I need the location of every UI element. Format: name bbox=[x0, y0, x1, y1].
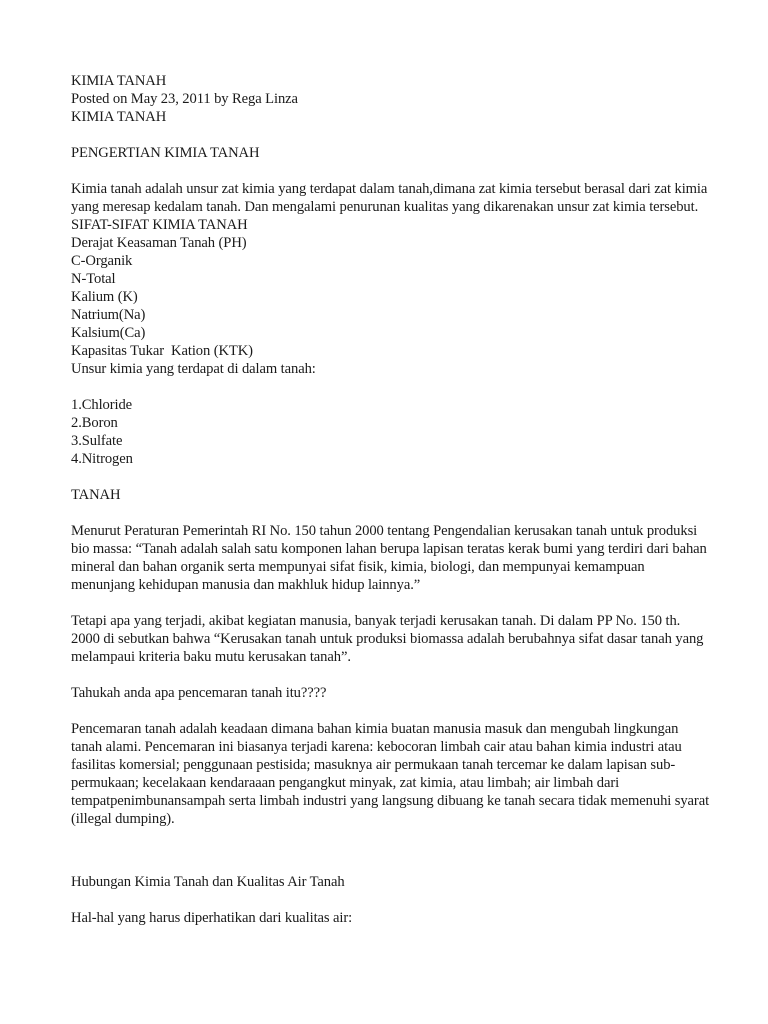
unsur-intro: Unsur kimia yang terdapat di dalam tanah: bbox=[71, 361, 316, 377]
hubungan-intro: Hal-hal yang harus diperhatikan dari kualitas air: bbox=[71, 910, 353, 926]
section-heading-pengertian: PENGERTIAN KIMIA TANAH bbox=[71, 145, 260, 161]
list-item: C-Organik bbox=[71, 253, 133, 269]
article-title: KIMIA TANAH bbox=[71, 109, 167, 125]
list-item: 3.Sulfate bbox=[71, 433, 123, 449]
list-item: 2.Boron bbox=[71, 415, 118, 431]
list-item: 1.Chloride bbox=[71, 397, 133, 413]
paragraph-definisi-tanah: Menurut Peraturan Pemerintah RI No. 150 tahun 2000 tentang Pengendalian kerusakan tanah untuk produksi bio massa: “Tanah adalah salah satu komponen lahan berupa lapisan teratas kerak bumi yang terdiri dari bahan mineral dan bahan organik serta mempunyai sifat fisik, kimia, biologi, dan mempunyai kemampuan menunjang kehidupan manusia dan makhluk hidup lainnya.” bbox=[71, 523, 707, 593]
list-item: N-Total bbox=[71, 271, 116, 287]
list-item: 4.Nitrogen bbox=[71, 451, 133, 467]
document-title: KIMIA TANAH bbox=[71, 73, 167, 89]
section-heading-tanah: TANAH bbox=[71, 487, 121, 503]
list-item: Derajat Keasaman Tanah (PH) bbox=[71, 235, 247, 251]
section-heading-hubungan: Hubungan Kimia Tanah dan Kualitas Air Tanah bbox=[71, 874, 345, 890]
paragraph-kerusakan-tanah: Tetapi apa yang terjadi, akibat kegiatan manusia, banyak terjadi kerusakan tanah. Di dalam PP No. 150 th. 2000 di sebutkan bahwa “Kerusakan tanah untuk produksi biomassa adalah berubahnya sifat dasar tanah yang melampaui kriteria baku mutu kerusakan tanah”. bbox=[71, 613, 704, 665]
paragraph-pencemaran-tanah: Pencemaran tanah adalah keadaan dimana bahan kimia buatan manusia masuk dan mengubah lingkungan tanah alami. Pencemaran ini biasanya terjadi karena: kebocoran limbah cair atau bahan kimia industri atau fasilitas komersial; penggunaan pestisida; masuknya air permukaan tanah tercemar ke dalam lapisan sub-permukaan; kecelakaan kendaraaan pengangkut minyak, zat kimia, atau limbah; air limbah dari tempatpenimbunansampah serta limbah industri yang langsung dibuang ke tanah secara tidak memenuhi syarat (illegal dumping). bbox=[71, 721, 710, 827]
list-item: Kalium (K) bbox=[71, 289, 138, 305]
question-pencemaran: Tahukah anda apa pencemaran tanah itu???? bbox=[71, 685, 327, 701]
list-item: Kalsium(Ca) bbox=[71, 325, 146, 341]
list-item: Natrium(Na) bbox=[71, 307, 146, 323]
list-item: Kapasitas Tukar Kation (KTK) bbox=[71, 343, 253, 359]
section-heading-sifat: SIFAT-SIFAT KIMIA TANAH bbox=[71, 217, 248, 233]
post-meta: Posted on May 23, 2011 by Rega Linza bbox=[71, 91, 298, 107]
document-body bbox=[71, 72, 711, 927]
paragraph-pengertian: Kimia tanah adalah unsur zat kimia yang terdapat dalam tanah,dimana zat kimia tersebut berasal dari zat kimia yang meresap kedalam tanah. Dan mengalami penurunan kualitas yang dikarenakan unsur zat kimia tersebut. bbox=[71, 181, 708, 215]
